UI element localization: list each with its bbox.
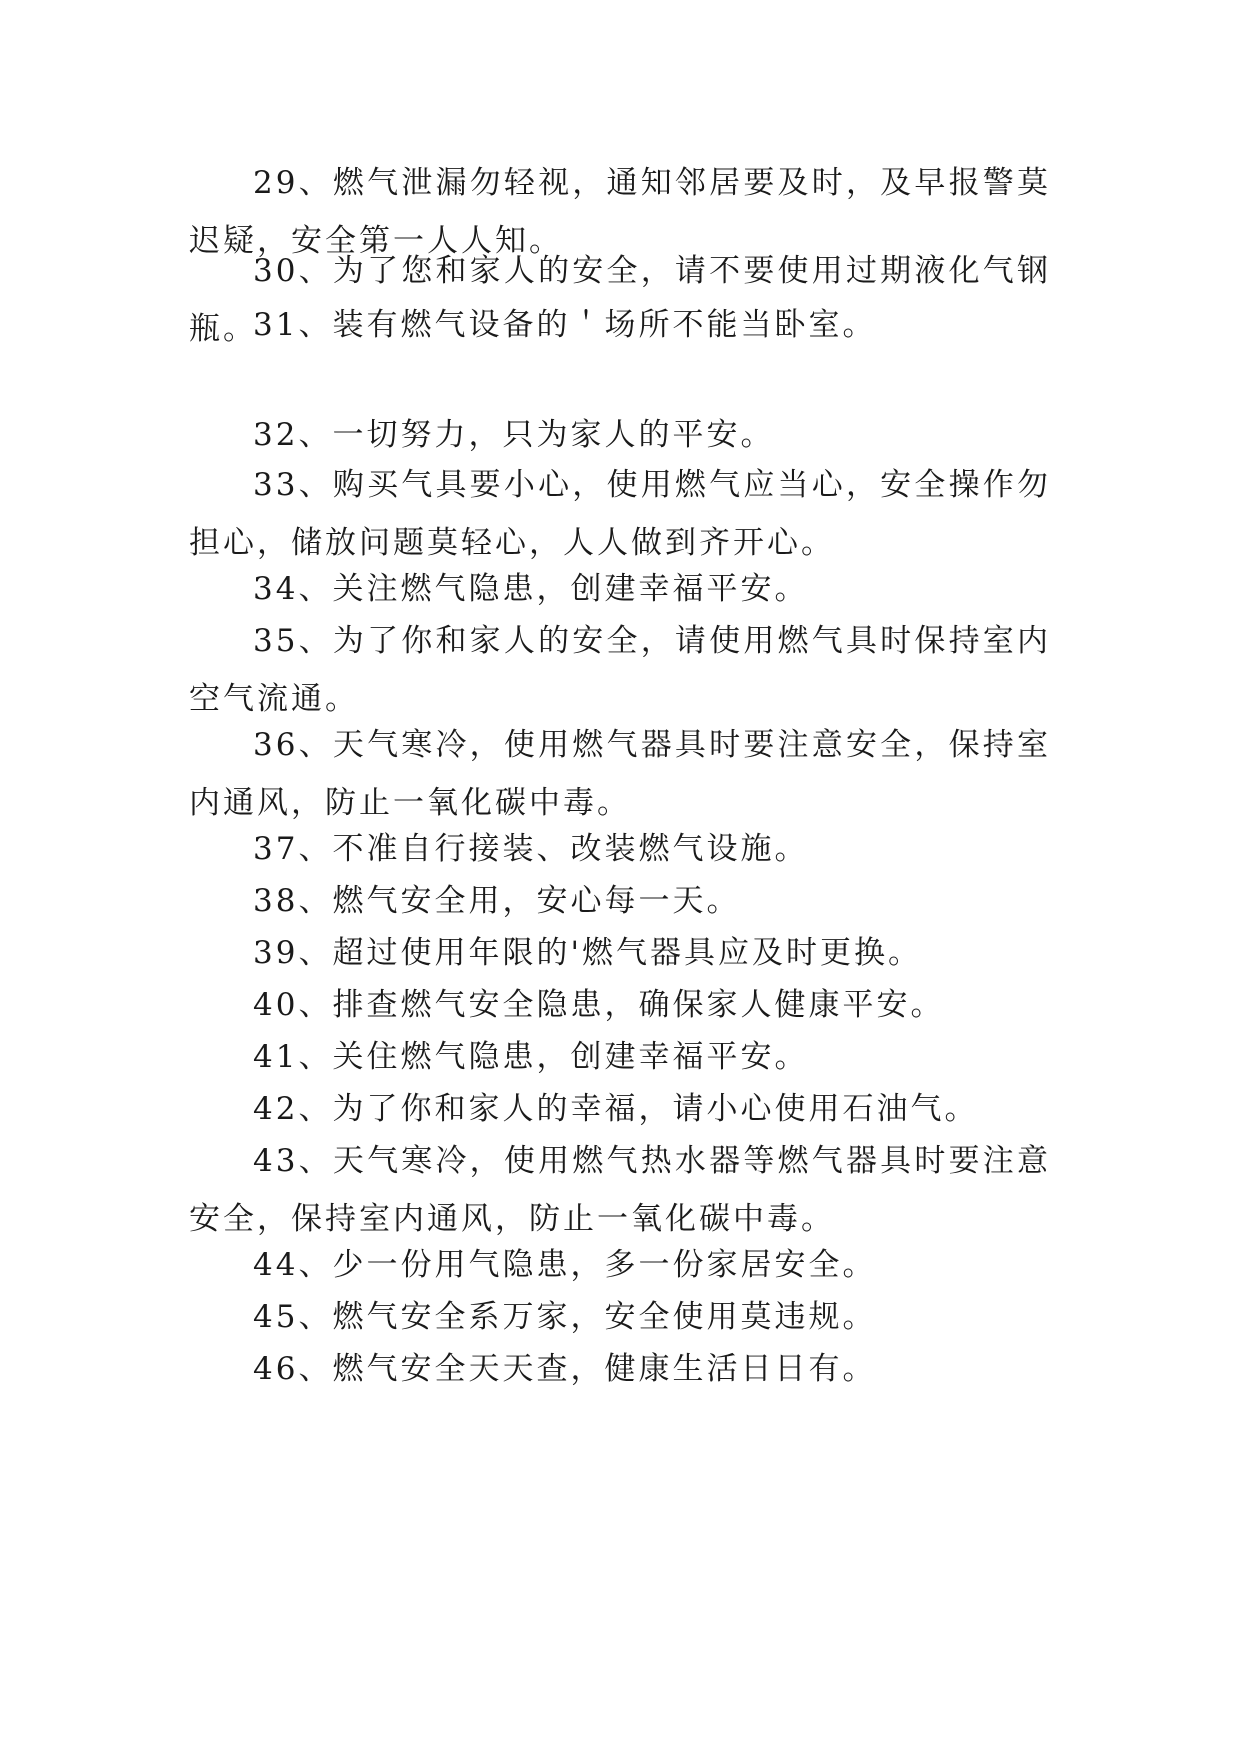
paragraph-36: 36、天气寒冷，使用燃气器具时要注意安全，保持室内通风，防止一氧化碳中毒。 <box>189 727 1051 821</box>
paragraph-44: 44、少一份用气隐患，多一份家居安全。 <box>253 1247 877 1283</box>
paragraph-40: 40、排查燃气安全隐患，确保家人健康平安。 <box>253 987 945 1023</box>
paragraph-46: 46、燃气安全天天查，健康生活日日有。 <box>253 1351 877 1387</box>
paragraph-39: 39、超过使用年限的'燃气器具应及时更换。 <box>253 935 922 971</box>
paragraph-31: 31、装有燃气设备的＇场所不能当卧室。 <box>253 307 877 343</box>
paragraph-34: 34、关注燃气隐患，创建幸福平安。 <box>253 571 809 607</box>
paragraph-32: 32、一切努力，只为家人的平安。 <box>253 417 775 453</box>
paragraph-35: 35、为了你和家人的安全，请使用燃气具时保持室内空气流通。 <box>189 623 1051 717</box>
paragraph-42: 42、为了你和家人的幸福，请小心使用石油气。 <box>253 1091 979 1127</box>
document-page <box>189 0 1051 1754</box>
paragraph-45: 45、燃气安全系万家，安全使用莫违规。 <box>253 1299 877 1335</box>
paragraph-43: 43、天气寒冷，使用燃气热水器等燃气器具时要注意安全，保持室内通风，防止一氧化碳中毒。 <box>189 1143 1051 1237</box>
paragraph-41: 41、关住燃气隐患，创建幸福平安。 <box>253 1039 809 1075</box>
paragraph-33: 33、购买气具要小心，使用燃气应当心，安全操作勿担心，储放问题莫轻心，人人做到齐开心。 <box>189 467 1051 561</box>
paragraph-38: 38、燃气安全用，安心每一天。 <box>253 883 741 919</box>
paragraph-30: 30、为了您和家人的安全，请不要使用过期液化气钢瓶。 <box>189 253 1051 347</box>
paragraph-29: 29、燃气泄漏勿轻视，通知邻居要及时，及早报警莫迟疑，安全第一人人知。 <box>189 165 1051 259</box>
paragraph-37: 37、不准自行接装、改装燃气设施。 <box>253 831 809 867</box>
